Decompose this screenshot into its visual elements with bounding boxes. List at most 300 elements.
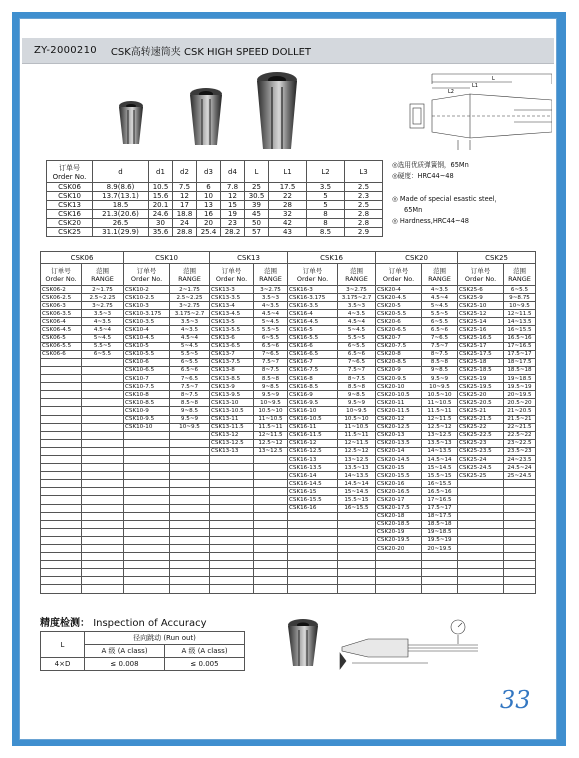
- range-row: [41, 553, 536, 561]
- range-order-cell: CSK20-9: [376, 366, 422, 374]
- spec-header-3: d2: [173, 161, 197, 183]
- range-order-cell: CSK25-20: [458, 391, 504, 399]
- range-order-cell: [41, 447, 82, 455]
- range-order-cell: CSK20-20: [376, 545, 422, 553]
- range-value-cell: [82, 504, 124, 512]
- range-row: [41, 504, 536, 512]
- range-order-cell: CSK16-5: [288, 326, 338, 334]
- range-value-cell: 23~22.5: [504, 439, 536, 447]
- range-value-cell: 6.5~6: [338, 350, 376, 358]
- accuracy-runout-header: 径向跳动 (Run out): [85, 632, 245, 645]
- range-value-cell: 19.5~19: [422, 536, 458, 544]
- spec-cell: 2.8: [345, 210, 383, 219]
- range-order-cell: [376, 569, 422, 577]
- range-order-cell: CSK10-5.5: [124, 350, 170, 358]
- range-value-cell: [254, 569, 288, 577]
- range-group-csk25: CSK25: [458, 252, 536, 264]
- range-value-cell: 5.5~5: [338, 334, 376, 342]
- range-order-cell: CSK25-12: [458, 310, 504, 318]
- range-value-cell: 5.5~5: [422, 310, 458, 318]
- spec-cell: 7.5: [173, 183, 197, 192]
- spec-cell: 10: [197, 192, 221, 201]
- spec-cell: 23: [221, 219, 245, 228]
- range-value-cell: 14.5~14: [422, 455, 458, 463]
- spec-cell: 2.9: [345, 228, 383, 237]
- range-value-cell: [82, 496, 124, 504]
- collet-small-image: [117, 100, 145, 150]
- range-value-cell: 16.5~16: [422, 488, 458, 496]
- spec-cell: CSK16: [47, 210, 93, 219]
- range-value-cell: 8~7.5: [422, 350, 458, 358]
- range-order-cell: CSK25-17.5: [458, 350, 504, 358]
- range-order-cell: [124, 585, 170, 593]
- range-row: [41, 480, 536, 488]
- range-order-cell: [210, 569, 254, 577]
- range-order-cell: CSK10-4: [124, 326, 170, 334]
- spec-cell: 8: [307, 219, 345, 228]
- range-value-cell: 6.5~6: [170, 366, 210, 374]
- range-value-cell: 3~2.75: [254, 286, 288, 294]
- accuracy-value-1: ≤ 0.008: [85, 658, 165, 671]
- range-value-cell: 14~13.5: [422, 447, 458, 455]
- range-order-cell: CSK13-11: [210, 415, 254, 423]
- range-value-cell: 4.5~4: [422, 294, 458, 302]
- range-order-cell: CSK16-3.175: [288, 294, 338, 302]
- range-value-cell: 8~7.5: [170, 391, 210, 399]
- spec-cell: 15.6: [149, 192, 173, 201]
- range-value-cell: 6~5.5: [422, 318, 458, 326]
- range-value-cell: 14~13.5: [504, 318, 536, 326]
- range-value-cell: 17~16.5: [422, 496, 458, 504]
- collet-inspection-image: [285, 618, 321, 670]
- range-order-cell: CSK20-11: [376, 399, 422, 407]
- range-order-cell: CSK20-14.5: [376, 455, 422, 463]
- range-value-cell: 22~21.5: [504, 423, 536, 431]
- spec-cell: 50: [245, 219, 269, 228]
- range-value-cell: [254, 480, 288, 488]
- range-value-cell: [338, 512, 376, 520]
- spec-header-8: L2: [307, 161, 345, 183]
- range-value-cell: 7.5~7: [170, 383, 210, 391]
- spec-cell: 8.9(8.6): [93, 183, 149, 192]
- range-order-cell: CSK13-4.5: [210, 310, 254, 318]
- range-order-cell: CSK20-5.5: [376, 310, 422, 318]
- range-order-cell: CSK20-6.5: [376, 326, 422, 334]
- range-order-cell: CSK25-24.5: [458, 464, 504, 472]
- range-value-cell: 10~9.5: [504, 302, 536, 310]
- range-value-cell: [504, 577, 536, 585]
- range-order-cell: [458, 536, 504, 544]
- spec-cell: 20: [197, 219, 221, 228]
- range-order-cell: [124, 464, 170, 472]
- range-value-cell: [422, 553, 458, 561]
- range-value-cell: [254, 545, 288, 553]
- spec-cell: 43: [269, 228, 307, 237]
- spec-cell: 30.5: [245, 192, 269, 201]
- range-order-cell: CSK13-12: [210, 431, 254, 439]
- range-row: [41, 528, 536, 536]
- range-value-cell: 6~5.5: [170, 358, 210, 366]
- range-order-cell: CSK25-19.5: [458, 383, 504, 391]
- range-value-cell: [504, 545, 536, 553]
- spec-cell: 28: [269, 201, 307, 210]
- range-order-cell: CSK16-14: [288, 472, 338, 480]
- drawing-label-l2: L2: [448, 89, 454, 95]
- spec-cell: CSK25: [47, 228, 93, 237]
- range-order-cell: CSK13-10.5: [210, 407, 254, 415]
- range-value-cell: 13.5~13: [338, 464, 376, 472]
- range-order-cell: [210, 455, 254, 463]
- spec-cell: 28.2: [221, 228, 245, 237]
- range-row: [41, 415, 536, 423]
- range-order-cell: [288, 536, 338, 544]
- range-order-cell: [458, 488, 504, 496]
- range-row: [41, 577, 536, 585]
- spec-cell: 25: [245, 183, 269, 192]
- spec-header-row: [47, 161, 383, 183]
- range-order-cell: [288, 512, 338, 520]
- accuracy-title-zh: 精度检测：: [40, 618, 90, 629]
- range-value-cell: 19~18.5: [422, 528, 458, 536]
- range-row: [41, 342, 536, 350]
- range-order-cell: CSK25-23: [458, 439, 504, 447]
- range-order-cell: [41, 358, 82, 366]
- accuracy-table: [40, 631, 245, 671]
- range-order-cell: [458, 577, 504, 585]
- spec-row: [47, 228, 383, 237]
- range-order-header: 订单号 Order No.: [41, 264, 82, 286]
- range-value-cell: [82, 520, 124, 528]
- range-order-cell: CSK16-10: [288, 407, 338, 415]
- range-order-cell: [41, 561, 82, 569]
- range-table-wrapper: [40, 251, 531, 594]
- range-order-cell: CSK13-7: [210, 350, 254, 358]
- range-order-cell: [124, 504, 170, 512]
- range-value-cell: 2~1.75: [82, 286, 124, 294]
- range-order-cell: CSK10-8: [124, 391, 170, 399]
- range-value-cell: 9~8.5: [338, 391, 376, 399]
- range-order-cell: [458, 480, 504, 488]
- range-value-cell: [82, 383, 124, 391]
- range-value-cell: 9.5~9: [422, 375, 458, 383]
- spec-cell: 16: [197, 210, 221, 219]
- range-value-cell: [504, 512, 536, 520]
- range-order-cell: CSK16-12: [288, 439, 338, 447]
- range-value-cell: 5~4.5: [422, 302, 458, 310]
- range-order-cell: CSK25-23.5: [458, 447, 504, 455]
- range-row: [41, 286, 536, 294]
- range-value-cell: 7.5~7: [338, 366, 376, 374]
- range-value-cell: 25~24.5: [504, 472, 536, 480]
- range-value-cell: 18.5~18: [422, 520, 458, 528]
- range-order-cell: CSK16-4.5: [288, 318, 338, 326]
- range-value-cell: 8~7.5: [254, 366, 288, 374]
- range-value-cell: 11~10.5: [338, 423, 376, 431]
- range-group-csk06: CSK06: [41, 252, 124, 264]
- range-order-cell: CSK10-7: [124, 375, 170, 383]
- range-row: [41, 375, 536, 383]
- range-value-cell: 17~16.5: [504, 342, 536, 350]
- range-order-cell: [288, 528, 338, 536]
- range-order-cell: [124, 496, 170, 504]
- range-order-cell: CSK16-8: [288, 375, 338, 383]
- range-value-cell: 11.5~11: [422, 407, 458, 415]
- range-order-cell: [210, 561, 254, 569]
- range-value-cell: [254, 455, 288, 463]
- range-value-cell: [254, 464, 288, 472]
- range-row: [41, 585, 536, 593]
- spec-cell: 22: [269, 192, 307, 201]
- range-value-cell: [254, 496, 288, 504]
- range-row: [41, 545, 536, 553]
- range-order-cell: CSK13-8.5: [210, 375, 254, 383]
- range-value-cell: 12~11.5: [422, 415, 458, 423]
- range-order-cell: CSK25-17: [458, 342, 504, 350]
- range-value-cell: [338, 545, 376, 553]
- range-value-cell: [170, 472, 210, 480]
- range-order-cell: CSK10-6.5: [124, 366, 170, 374]
- spec-header-5: d4: [221, 161, 245, 183]
- range-value-cell: [82, 553, 124, 561]
- range-value-cell: [338, 528, 376, 536]
- range-order-cell: CSK20-18.5: [376, 520, 422, 528]
- range-value-cell: 12~11.5: [254, 431, 288, 439]
- drawing-label-l1: L1: [472, 83, 478, 89]
- collet-large-image: [254, 71, 300, 155]
- range-order-cell: [288, 545, 338, 553]
- range-order-cell: CSK06-3: [41, 302, 82, 310]
- range-order-cell: CSK20-19: [376, 528, 422, 536]
- range-order-cell: CSK20-19.5: [376, 536, 422, 544]
- range-row: [41, 318, 536, 326]
- range-value-cell: 4.5~4: [82, 326, 124, 334]
- range-order-cell: CSK10-4.5: [124, 334, 170, 342]
- range-value-cell: [82, 545, 124, 553]
- range-order-cell: CSK16-9.5: [288, 399, 338, 407]
- range-order-cell: CSK20-8.5: [376, 358, 422, 366]
- range-value-cell: 20~19.5: [504, 391, 536, 399]
- range-value-cell: [254, 504, 288, 512]
- range-range-header: 范围 RANGE: [504, 264, 536, 286]
- range-order-cell: [41, 407, 82, 415]
- range-row: [41, 399, 536, 407]
- range-order-cell: [210, 528, 254, 536]
- range-order-cell: [376, 553, 422, 561]
- range-order-cell: CSK16-16: [288, 504, 338, 512]
- range-row: [41, 496, 536, 504]
- range-order-cell: CSK13-10: [210, 399, 254, 407]
- range-value-cell: 3.5~3: [254, 294, 288, 302]
- range-value-cell: 3.5~3: [170, 318, 210, 326]
- range-value-cell: 16~15.5: [504, 326, 536, 334]
- range-order-cell: CSK20-4.5: [376, 294, 422, 302]
- range-row: [41, 569, 536, 577]
- range-value-cell: 21.5~21: [504, 415, 536, 423]
- range-order-cell: CSK25-14: [458, 318, 504, 326]
- range-row: [41, 423, 536, 431]
- range-order-cell: CSK20-7.5: [376, 342, 422, 350]
- range-value-cell: 4~3.5: [254, 302, 288, 310]
- range-order-cell: CSK10-8.5: [124, 399, 170, 407]
- range-value-cell: [82, 569, 124, 577]
- range-order-cell: [458, 561, 504, 569]
- range-order-header: 订单号 Order No.: [288, 264, 338, 286]
- range-value-cell: 24~23.5: [504, 455, 536, 463]
- spec-cell: 57: [245, 228, 269, 237]
- range-row: [41, 383, 536, 391]
- range-order-cell: CSK10-3.5: [124, 318, 170, 326]
- spec-cell: 15: [221, 201, 245, 210]
- range-value-cell: 10~9.5: [170, 423, 210, 431]
- range-value-cell: [504, 496, 536, 504]
- range-order-cell: [376, 585, 422, 593]
- range-value-cell: 7~6.5: [254, 350, 288, 358]
- range-value-cell: [82, 447, 124, 455]
- range-order-cell: CSK25-25: [458, 472, 504, 480]
- range-value-cell: 3.175~2.7: [170, 310, 210, 318]
- range-value-cell: [82, 407, 124, 415]
- range-value-cell: 7.5~7: [422, 342, 458, 350]
- range-value-cell: 17.5~17: [504, 350, 536, 358]
- range-order-cell: [124, 480, 170, 488]
- range-value-cell: 9~8.75: [504, 294, 536, 302]
- range-order-cell: CSK20-9.5: [376, 375, 422, 383]
- range-value-cell: [82, 431, 124, 439]
- range-order-cell: [458, 528, 504, 536]
- range-value-cell: 16~15.5: [422, 480, 458, 488]
- range-value-cell: 2.5~2.25: [82, 294, 124, 302]
- spec-cell: 32: [269, 210, 307, 219]
- range-value-cell: [504, 528, 536, 536]
- range-order-cell: [41, 545, 82, 553]
- spec-cell: 18.5: [93, 201, 149, 210]
- range-order-cell: CSK13-5: [210, 318, 254, 326]
- range-row: [41, 472, 536, 480]
- range-order-cell: CSK16-5.5: [288, 334, 338, 342]
- range-value-cell: 5.5~5: [82, 342, 124, 350]
- range-value-cell: 6~5.5: [254, 334, 288, 342]
- range-value-cell: [504, 504, 536, 512]
- range-value-cell: [82, 464, 124, 472]
- catalog-code: ZY-2000210: [34, 45, 97, 56]
- range-order-cell: CSK16-11.5: [288, 431, 338, 439]
- range-order-cell: CSK16-6.5: [288, 350, 338, 358]
- range-order-cell: [41, 536, 82, 544]
- range-order-cell: [41, 415, 82, 423]
- range-value-cell: [338, 585, 376, 593]
- range-value-cell: [504, 480, 536, 488]
- range-order-cell: CSK20-5: [376, 302, 422, 310]
- spec-cell: 2.8: [345, 219, 383, 228]
- range-value-cell: 7~6.5: [338, 358, 376, 366]
- range-value-cell: 10.5~10: [422, 391, 458, 399]
- range-value-cell: 6~5.5: [338, 342, 376, 350]
- range-value-cell: 8.5~8: [422, 358, 458, 366]
- range-order-cell: [41, 423, 82, 431]
- range-order-cell: CSK20-10.5: [376, 391, 422, 399]
- range-order-cell: CSK06-4.5: [41, 326, 82, 334]
- spec-cell: 28.8: [173, 228, 197, 237]
- spec-cell: 12: [221, 192, 245, 201]
- runout-gauge-drawing: [338, 617, 488, 675]
- range-value-cell: [82, 536, 124, 544]
- range-value-cell: 11.5~11: [338, 431, 376, 439]
- spec-cell: 6: [197, 183, 221, 192]
- range-order-cell: CSK25-22.5: [458, 431, 504, 439]
- range-order-cell: CSK10-9.5: [124, 415, 170, 423]
- range-order-cell: CSK16-12.5: [288, 447, 338, 455]
- spec-cell: CSK13: [47, 201, 93, 210]
- range-value-cell: [170, 439, 210, 447]
- spec-header-7: L1: [269, 161, 307, 183]
- range-group-csk16: CSK16: [288, 252, 376, 264]
- range-value-cell: 4~3.5: [338, 310, 376, 318]
- range-order-cell: CSK20-14: [376, 447, 422, 455]
- range-value-cell: [82, 455, 124, 463]
- range-order-cell: [124, 577, 170, 585]
- range-value-cell: [504, 520, 536, 528]
- range-value-cell: [82, 358, 124, 366]
- range-value-cell: 7~6.5: [170, 375, 210, 383]
- range-value-cell: 4.5~4: [338, 318, 376, 326]
- range-order-cell: [124, 545, 170, 553]
- range-order-cell: CSK16-13: [288, 455, 338, 463]
- spec-cell: 45: [245, 210, 269, 219]
- spec-cell: 19: [221, 210, 245, 219]
- range-order-header: 订单号 Order No.: [210, 264, 254, 286]
- spec-header-9: L3: [345, 161, 383, 183]
- range-order-cell: CSK10-9: [124, 407, 170, 415]
- spec-row: [47, 210, 383, 219]
- range-value-cell: [338, 536, 376, 544]
- range-value-cell: 9.5~9: [338, 399, 376, 407]
- material-notes: [392, 160, 550, 227]
- range-value-cell: [82, 488, 124, 496]
- range-value-cell: 3.5~3: [82, 310, 124, 318]
- range-value-cell: [422, 585, 458, 593]
- spec-cell: CSK10: [47, 192, 93, 201]
- range-range-header: 范围 RANGE: [254, 264, 288, 286]
- spec-cell: 20.1: [149, 201, 173, 210]
- range-value-cell: 4~3.5: [82, 318, 124, 326]
- range-value-cell: 24.5~24: [504, 464, 536, 472]
- range-value-cell: [170, 431, 210, 439]
- range-order-cell: CSK20-17: [376, 496, 422, 504]
- note-material-zh: ◎选用优质弹簧钢，65Mn: [392, 161, 469, 169]
- range-order-cell: CSK25-24: [458, 455, 504, 463]
- range-value-cell: 13~12.5: [422, 431, 458, 439]
- range-value-cell: [254, 520, 288, 528]
- range-order-cell: CSK16-7: [288, 358, 338, 366]
- range-value-cell: [170, 480, 210, 488]
- range-order-cell: CSK16-13.5: [288, 464, 338, 472]
- range-order-cell: CSK13-5.5: [210, 326, 254, 334]
- range-order-cell: [124, 569, 170, 577]
- range-value-cell: 2~1.75: [170, 286, 210, 294]
- range-order-cell: CSK13-13: [210, 447, 254, 455]
- range-order-cell: [41, 553, 82, 561]
- range-value-cell: [338, 577, 376, 585]
- range-value-cell: 5~4.5: [82, 334, 124, 342]
- range-order-cell: [288, 577, 338, 585]
- range-order-cell: CSK20-18: [376, 512, 422, 520]
- range-value-cell: 17.5~17: [422, 504, 458, 512]
- range-row: [41, 358, 536, 366]
- range-order-cell: [376, 577, 422, 585]
- range-order-cell: [210, 504, 254, 512]
- range-range-header: 范围 RANGE: [338, 264, 376, 286]
- range-value-cell: 4.5~4: [170, 334, 210, 342]
